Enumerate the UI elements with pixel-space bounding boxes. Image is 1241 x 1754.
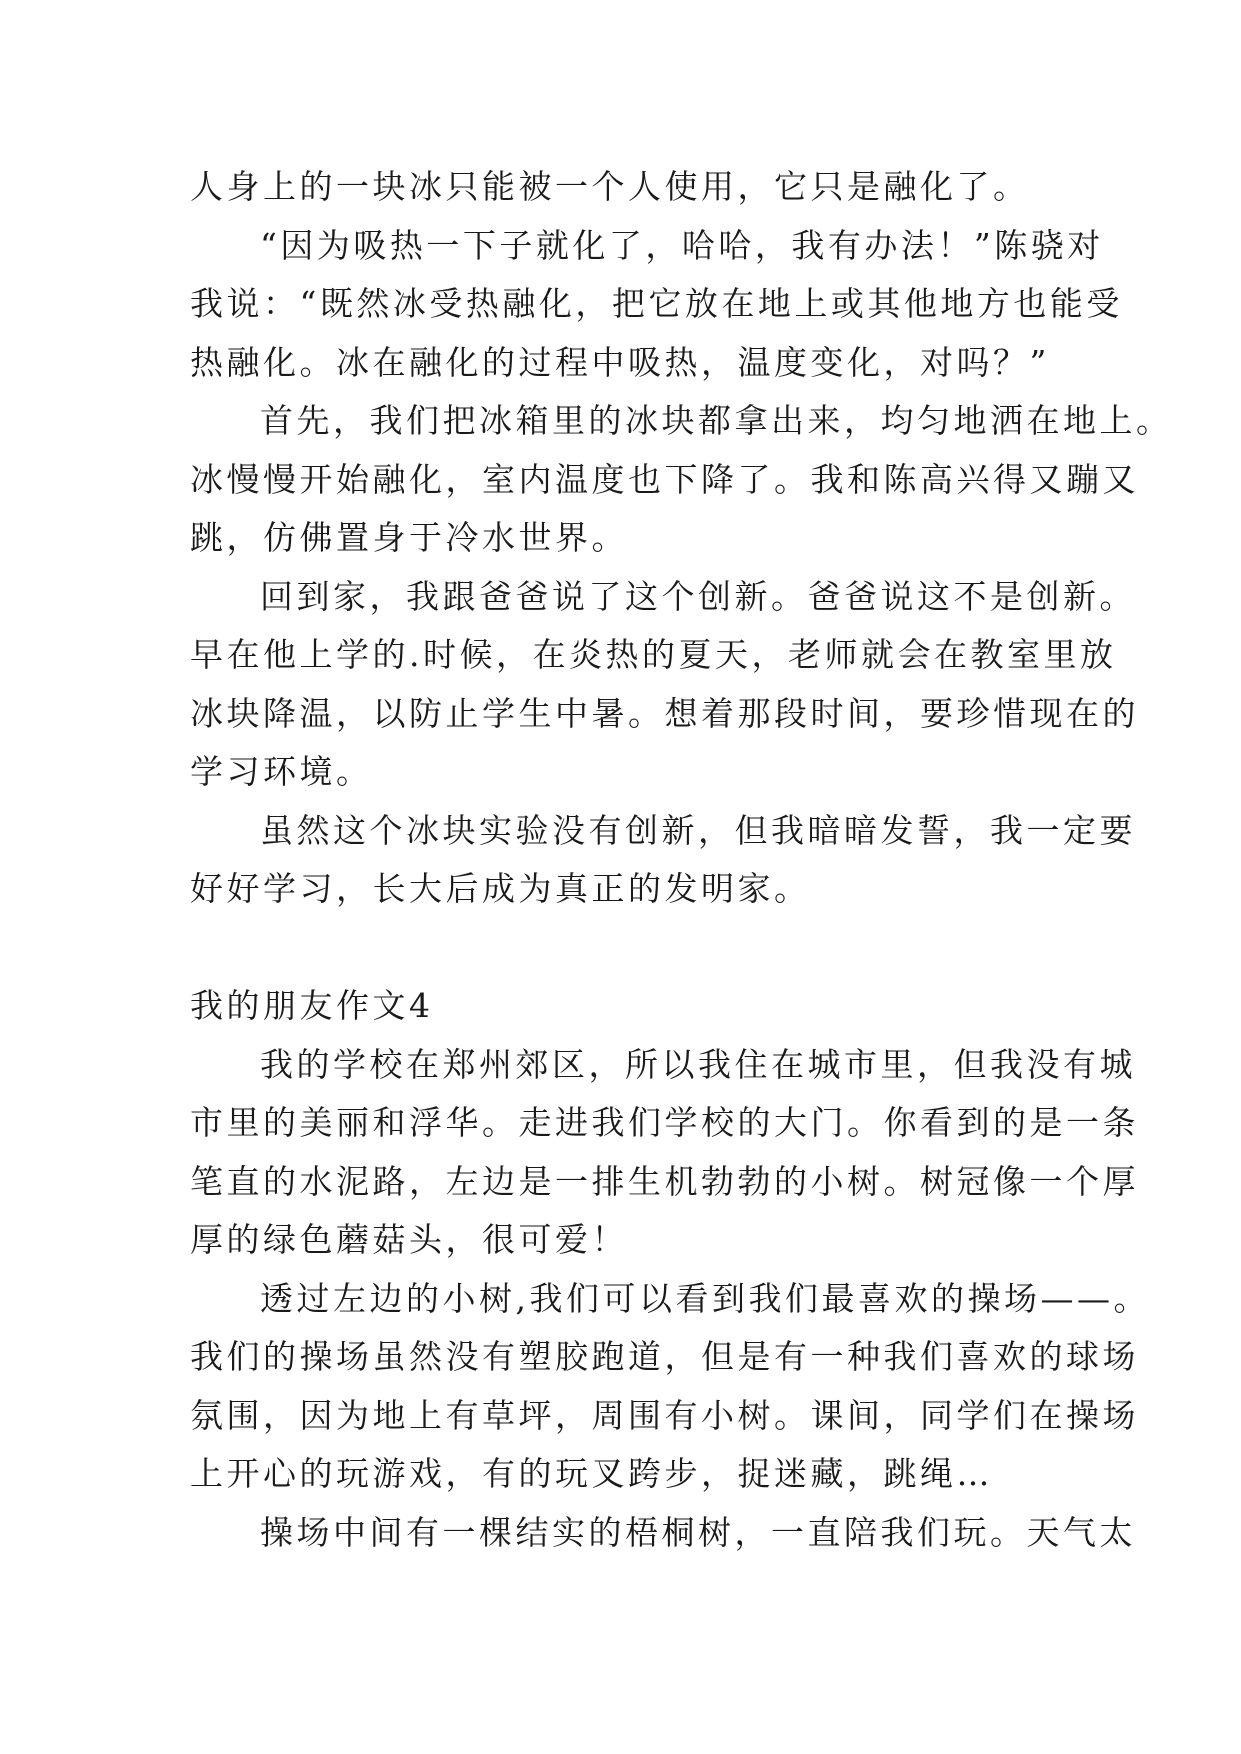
text-line: 操场中间有一棵结实的梧桐树，一直陪我们玩。天气太 xyxy=(260,1512,1136,1552)
text-line: 我的学校在郑州郊区，所以我住在城市里，但我没有城 xyxy=(260,1044,1136,1084)
document-page xyxy=(190,158,1173,1562)
text-line: 市里的美丽和浮华。走进我们学校的大门。你看到的是一条 xyxy=(190,1103,1139,1142)
text-line: 回到家，我跟爸爸说了这个创新。爸爸说这不是创新。 xyxy=(260,576,1136,616)
text-line: 笔直的水泥路，左边是一排生机勃勃的小树。树冠像一个厚 xyxy=(190,1161,1139,1201)
text-line: “因为吸热一下子就化了，哈哈，我有办法！”陈骁对 xyxy=(260,225,1104,265)
text-block-bottom xyxy=(190,1036,1150,1563)
text-line: 人身上的一块冰只能被一个人使用，它只是融化了。 xyxy=(190,167,1030,206)
text-line: 我说：“既然冰受热融化，把它放在地上或其他地方也能受 xyxy=(190,284,1123,323)
text-line: 上开心的玩游戏，有的玩叉跨步，捉迷藏，跳绳… xyxy=(190,1454,993,1493)
text-line: 冰慢慢开始融化，室内温度也下降了。我和陈高兴得又蹦又 xyxy=(190,459,1139,499)
text-line: 热融化。冰在融化的过程中吸热，温度变化，对吗？” xyxy=(190,342,1050,382)
text-line: 首先，我们把冰箱里的冰块都拿出来，均匀地洒在地上。 xyxy=(260,401,1173,440)
text-line: 透过左边的小树,我们可以看到我们最喜欢的操场——。 xyxy=(260,1278,1150,1318)
text-line: 学习环境。 xyxy=(190,752,373,791)
text-line: 跳，仿佛置身于冷水世界。 xyxy=(190,518,628,557)
text-line: 我们的操场虽然没有塑胶跑道，但是有一种我们喜欢的球场 xyxy=(190,1337,1139,1376)
text-line: 好好学习，长大后成为真正的发明家。 xyxy=(190,869,811,908)
text-line: 冰块降温，以防止学生中暑。想着那段时间，要珍惜现在的 xyxy=(190,693,1139,733)
text-line: 虽然这个冰块实验没有创新，但我暗暗发誓，我一定要 xyxy=(260,810,1136,850)
text-line: 早在他上学的.时候，在炎热的夏天，老师就会在教室里放 xyxy=(190,635,1117,674)
text-line: 氛围，因为地上有草坪，周围有小树。课间，同学们在操场 xyxy=(190,1395,1139,1435)
section-title: 我的朋友作文4 xyxy=(190,986,434,1025)
text-line: 厚的绿色蘑菇头，很可爱！ xyxy=(190,1220,628,1259)
section-gap xyxy=(190,919,1070,978)
text-block-top xyxy=(190,158,1173,919)
